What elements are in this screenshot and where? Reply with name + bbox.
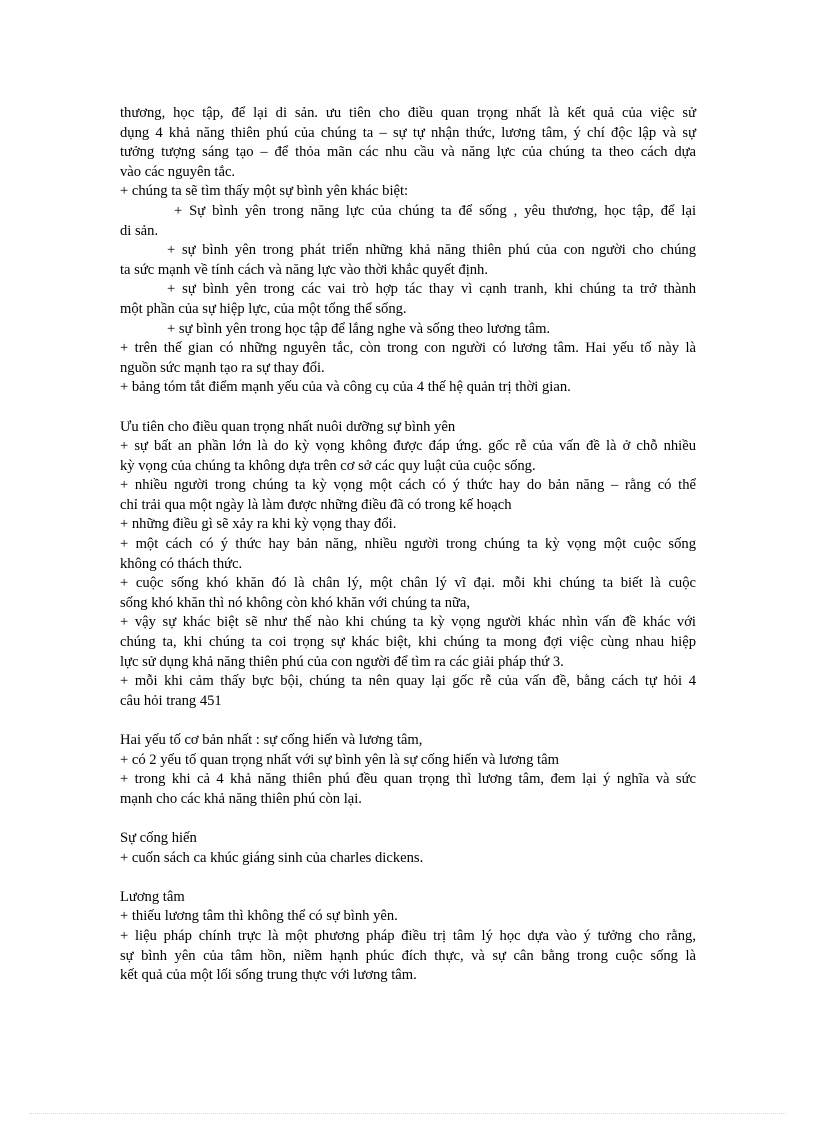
text-line: + sự bất an phần lớn là do kỳ vọng không được đáp ứng. gốc rễ của vấn đề là ở chỗ nhiều — [120, 438, 696, 455]
text-line: kết quả của một lối sống trung thực với lương tâm. — [120, 967, 417, 984]
text-line: sự bình yên của tâm hồn, niềm hạnh phúc đích thực, và sự cân bằng trong cuộc sống là — [120, 947, 696, 964]
section-heading: Hai yếu tố cơ bản nhất : sự cống hiến và lương tâm, — [120, 732, 423, 748]
blank-line — [120, 809, 696, 829]
page-bottom-rule — [30, 1113, 786, 1114]
section-heading: Sự cống hiến — [120, 829, 197, 846]
text-line: + nhiều người trong chúng ta kỳ vọng một cách có ý thức hay do bản năng – rằng có thể — [120, 477, 696, 494]
text-line: + thiếu lương tâm thì không thể có sự bình yên. — [120, 908, 398, 925]
text-line: lực sử dụng khả năng thiên phú của con người để tìm ra các giải pháp thứ 3. — [120, 653, 564, 670]
text-line: không có thách thức. — [120, 555, 243, 572]
text-line: + có 2 yếu tố quan trọng nhất với sự bình yên là sự cống hiến và lương tâm — [120, 751, 559, 768]
text-line: thương, học tập, để lại di sản. ưu tiên cho điều quan trọng nhất là kết quả của việc sử — [120, 105, 696, 121]
text-line: + trên thế gian có những nguyên tắc, còn trong con người có lương tâm. Hai yếu tố này là — [120, 340, 696, 357]
text-line: vào các nguyên tắc. — [120, 163, 236, 180]
text-line: sống khó khăn thì nó không còn khó khăn với chúng ta nữa, — [120, 594, 471, 611]
text-line: + sự bình yên trong các vai trò hợp tác thay vì cạnh tranh, khi chúng ta trở thành — [167, 281, 696, 298]
section-heading: Lương tâm — [120, 888, 185, 905]
text-line: + một cách có ý thức hay bản năng, nhiều người trong chúng ta kỳ vọng một cuộc sống — [120, 536, 696, 553]
blank-line — [120, 711, 696, 731]
text-line: + chúng ta sẽ tìm thấy một sự bình yên khác biệt: — [120, 183, 409, 200]
text-line: + bảng tóm tắt điểm mạnh yếu của và công cụ của 4 thế hệ quản trị thời gian. — [120, 379, 571, 396]
text-line: dụng 4 khả năng thiên phú của chúng ta – sự tự nhận thức, lương tâm, ý chí độc lập và sự — [120, 124, 696, 141]
text-line: một phần của sự hiệp lực, của một tổng thể sống. — [120, 300, 407, 317]
text-line: + cuốn sách ca khúc giáng sinh của charles dickens. — [120, 849, 424, 866]
section-heading: Ưu tiên cho điều quan trọng nhất nuôi dưỡng sự bình yên — [120, 418, 456, 435]
text-line: + mỗi khi cảm thấy bực bội, chúng ta nên quay lại gốc rễ của vấn đề, bằng cách tự hỏi 4 — [120, 673, 696, 690]
document-body — [120, 104, 696, 986]
blank-line — [120, 868, 696, 888]
text-line: tưởng tượng sáng tạo – để thỏa mãn các nhu cầu và năng lực của chúng ta theo cách dựa — [120, 144, 696, 161]
text-line: chỉ trải qua một ngày là làm được những điều đã có trong kế hoạch — [120, 496, 512, 513]
text-line: + liệu pháp chính trực là một phương pháp điều trị tâm lý học dựa vào ý tưởng cho rằng, — [120, 927, 696, 944]
text-line: chúng ta, khi chúng ta coi trọng sự khác biệt, khi chúng ta mong đợi việc cùng nhau hiệp — [120, 634, 696, 651]
blank-line — [120, 398, 696, 418]
text-line: câu hỏi trang 451 — [120, 692, 222, 709]
text-line: nguồn sức mạnh tạo ra sự thay đổi. — [120, 359, 325, 376]
text-line: kỳ vọng của chúng ta không dựa trên cơ sở các quy luật của cuộc sống. — [120, 457, 536, 474]
text-line: + sự bình yên trong học tập để lắng nghe và sống theo lương tâm. — [167, 320, 551, 337]
text-line: + những điều gì sẽ xảy ra khi kỳ vọng thay đổi. — [120, 516, 397, 533]
text-line: + sự bình yên trong phát triển những khả năng thiên phú của con người cho chúng — [167, 242, 696, 259]
text-line: mạnh cho các khả năng thiên phú còn lại. — [120, 790, 362, 807]
text-line: + Sự bình yên trong năng lực của chúng ta để sống , yêu thương, học tập, để lại — [174, 202, 696, 219]
text-line: + trong khi cả 4 khả năng thiên phú đều quan trọng thì lương tâm, đem lại ý nghĩa và sức — [120, 771, 696, 788]
text-line: + cuộc sống khó khăn đó là chân lý, một chân lý vĩ đại. mỗi khi chúng ta biết là cuộc — [120, 575, 696, 592]
text-line: ta sức mạnh về tính cách và năng lực vào thời khắc quyết định. — [120, 261, 489, 278]
text-line: + vậy sự khác biệt sẽ như thế nào khi chúng ta kỳ vọng người khác nhìn vấn đề khác với — [120, 614, 696, 631]
text-line: di sản. — [120, 222, 159, 239]
